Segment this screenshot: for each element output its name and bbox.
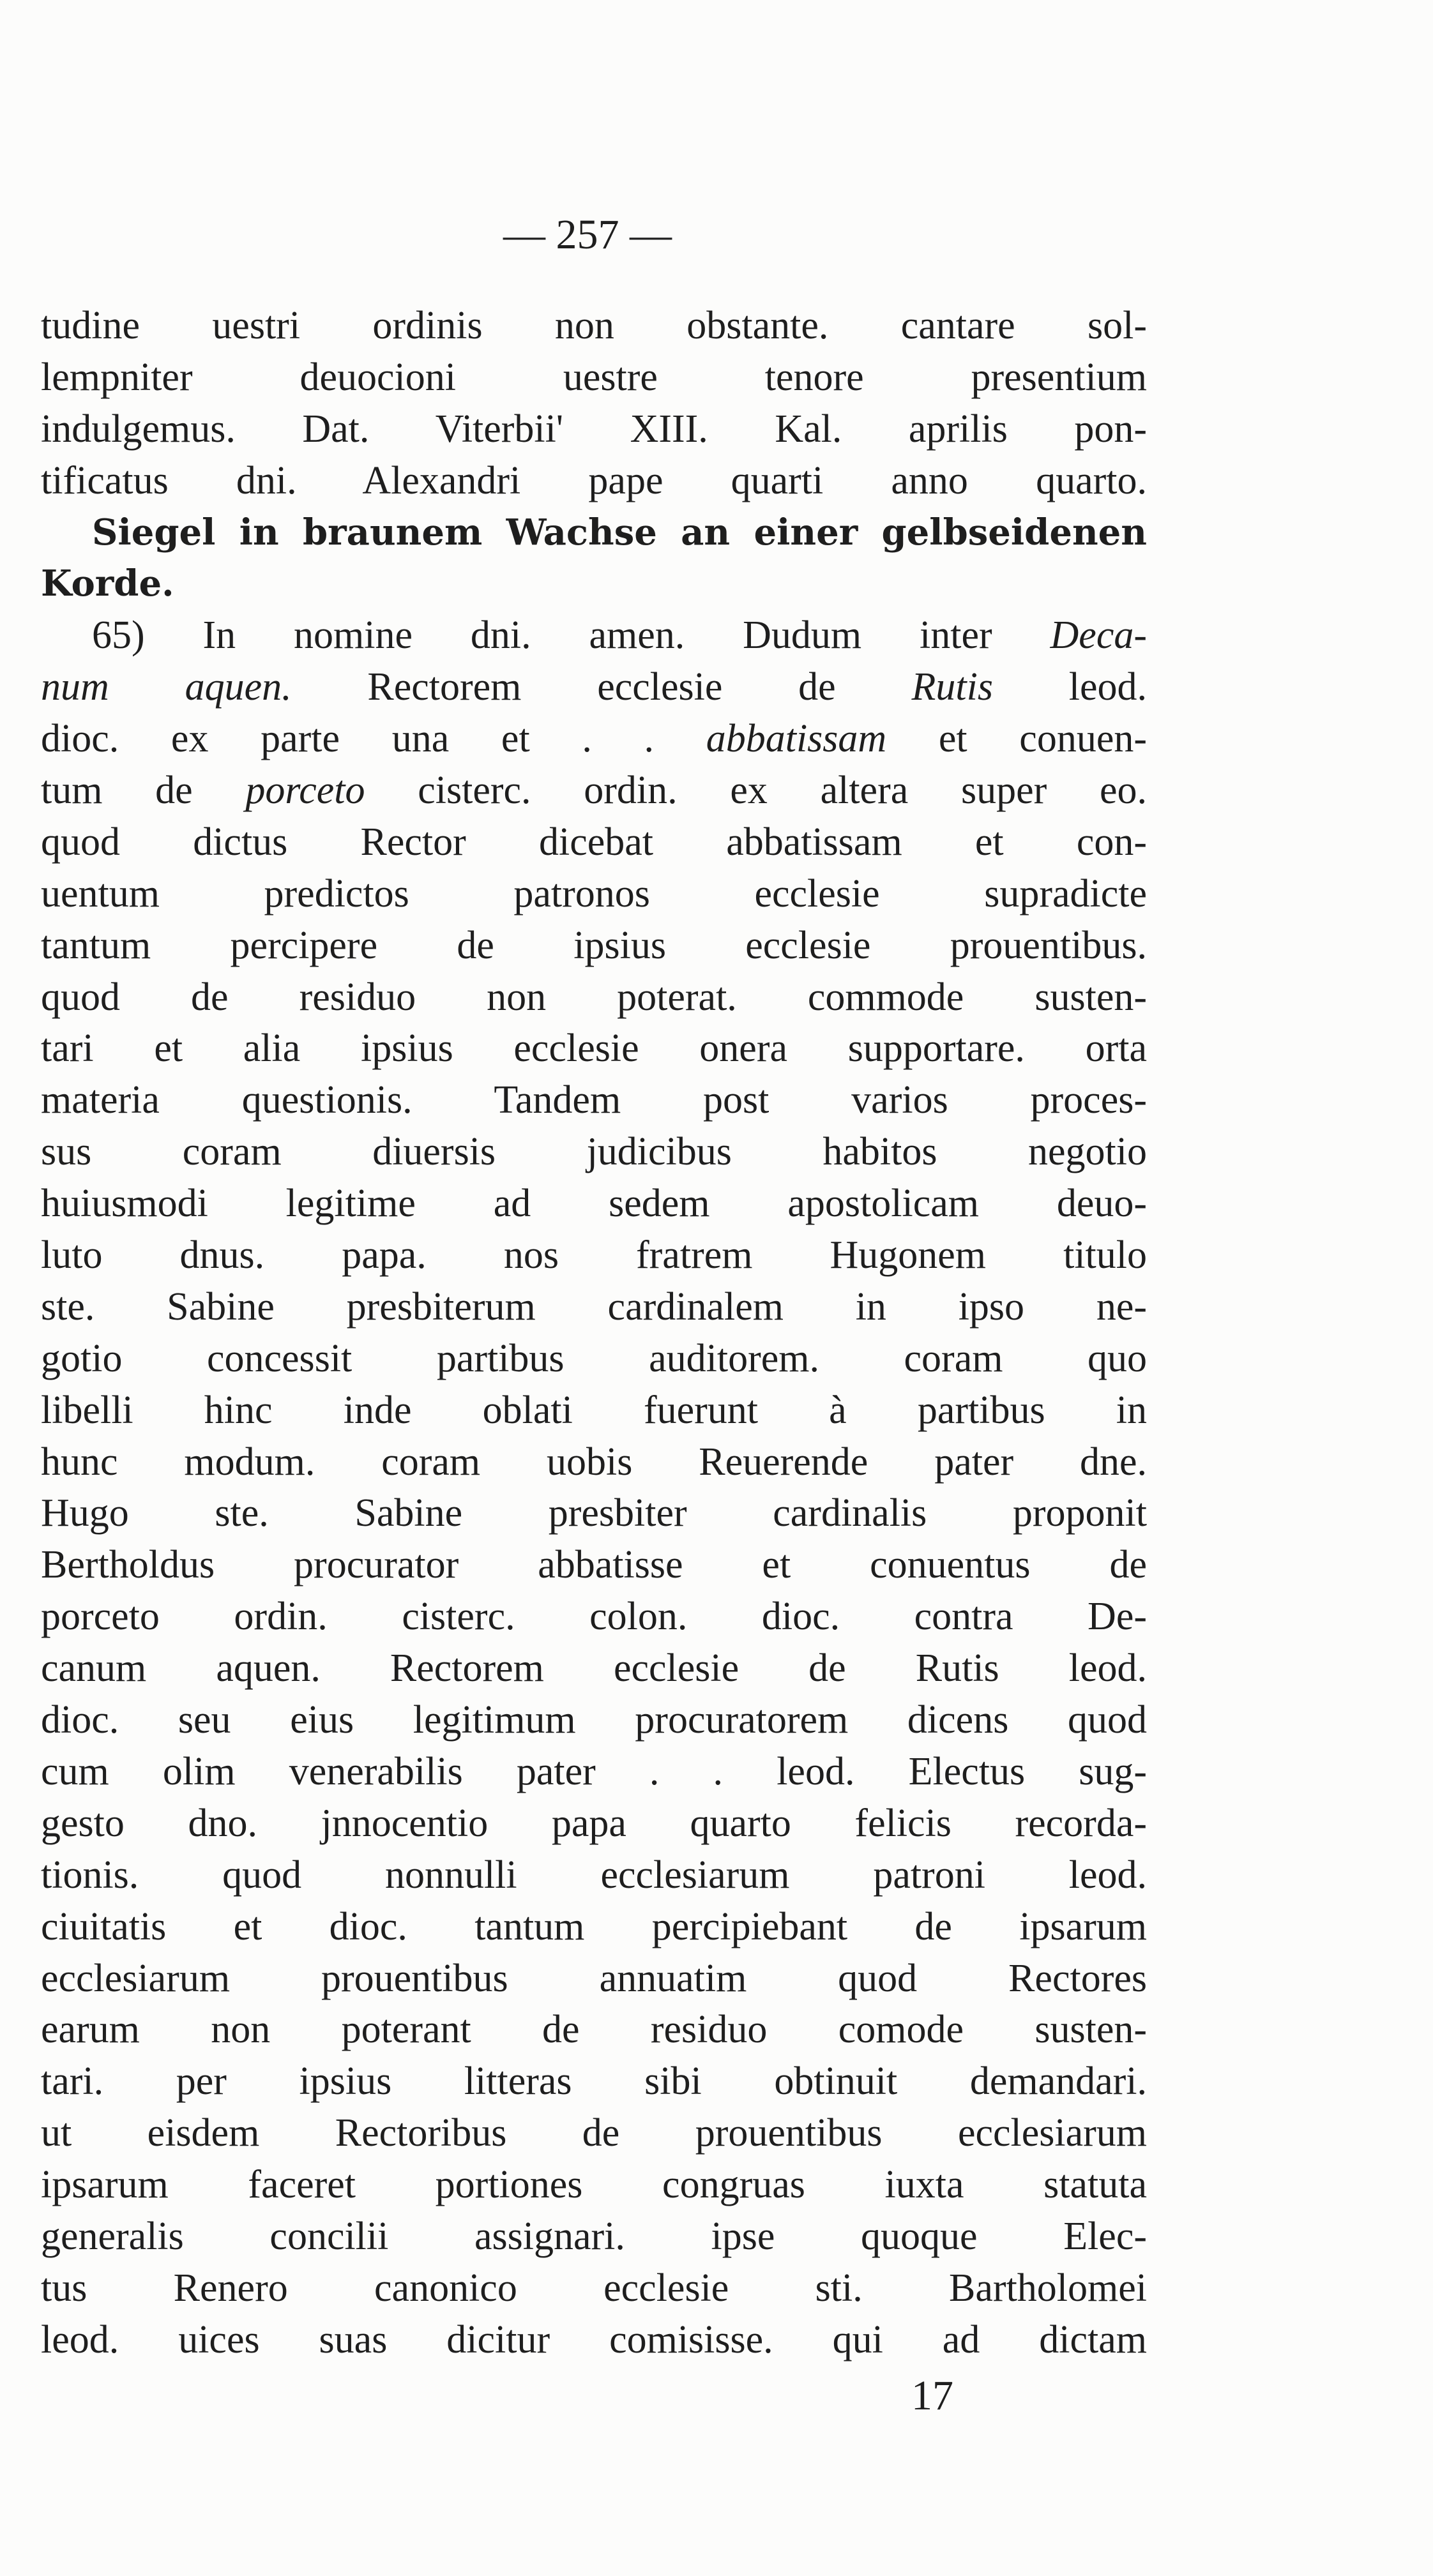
text-segment: tificatus dni. Alexandri pape quarti anno quarto. — [41, 458, 1147, 502]
signature-mark: 17 — [911, 2372, 953, 2419]
text-line — [41, 1849, 1147, 1901]
text-line — [41, 1694, 1147, 1746]
text-segment: tantum percipere de ipsius ecclesie prouentibus. — [41, 923, 1147, 967]
text-segment: huiusmodi legitime ad sedem apostolicam deuo- — [41, 1182, 1147, 1226]
text-line — [41, 1023, 1147, 1074]
text-segment: tionis. quod nonnulli ecclesiarum patroni leod. — [41, 1853, 1147, 1897]
body-text — [41, 300, 1147, 2366]
text-segment: Korde. — [41, 562, 174, 605]
text-segment: ste. Sabine presbiterum cardinalem in ipso ne- — [41, 1284, 1147, 1329]
text-line — [41, 765, 1147, 817]
text-segment: porceto ordin. cisterc. colon. dioc. contra De- — [41, 1595, 1147, 1639]
text-segment: dioc. seu eius legitimum procuratorem dicens quod — [41, 1698, 1147, 1742]
text-line — [41, 920, 1147, 972]
text-line — [41, 1178, 1147, 1230]
text-segment: ecclesiarum prouentibus annuatim quod Rectores — [41, 1956, 1147, 2000]
text-line — [41, 1385, 1147, 1436]
text-line — [41, 1074, 1147, 1126]
text-line — [41, 2107, 1147, 2159]
text-line — [41, 1901, 1147, 1953]
text-line — [41, 713, 1147, 765]
italic-segment: Rutis — [911, 665, 993, 709]
italic-segment: Deca- — [1050, 614, 1147, 658]
text-line — [41, 300, 1147, 352]
text-segment: leod. — [992, 665, 1147, 709]
text-segment: tus Renero canonico ecclesie sti. Bartholomei — [41, 2266, 1147, 2310]
text-line — [41, 1746, 1147, 1798]
seal-note-line — [41, 507, 1147, 559]
text-line — [41, 1230, 1147, 1281]
text-segment: generalis concilii assignari. ipse quoque Elec- — [41, 2214, 1147, 2258]
text-segment: earum non poterant de residuo comode susten- — [41, 2008, 1147, 2052]
text-line — [41, 2056, 1147, 2107]
text-line — [41, 610, 1147, 661]
text-line — [41, 1643, 1147, 1694]
text-segment: sus coram diuersis judicibus habitos negotio — [41, 1130, 1147, 1174]
text-segment: cum olim venerabilis pater . . leod. Electus sug- — [41, 1749, 1147, 1793]
italic-segment: abbatissam — [706, 717, 887, 761]
text-segment: Siegel in braunem Wachse an einer gelbseidenen — [92, 511, 1147, 554]
text-segment: tum de — [41, 769, 246, 813]
text-segment: materia questionis. Tandem post varios proces- — [41, 1078, 1147, 1122]
text-segment: luto dnus. papa. nos fratrem Hugonem titulo — [41, 1233, 1147, 1277]
seal-note-line — [41, 558, 1147, 610]
page-number-header: — 257 — — [503, 211, 672, 258]
text-segment: uentum predictos patronos ecclesie supradicte — [41, 871, 1147, 915]
text-line — [41, 2004, 1147, 2056]
text-line — [41, 972, 1147, 1023]
text-segment: Hugo ste. Sabine presbiter cardinalis proponit — [41, 1491, 1147, 1535]
text-segment: hunc modum. coram uobis Reuerende pater dne. — [41, 1440, 1147, 1484]
text-line — [41, 1281, 1147, 1333]
text-segment: ciuitatis et dioc. tantum percipiebant de ipsarum — [41, 1904, 1147, 1948]
text-segment: lempniter deuocioni uestre tenore presentium — [41, 355, 1147, 399]
text-line — [41, 2159, 1147, 2211]
text-line — [41, 2314, 1147, 2366]
text-segment: gotio concessit partibus auditorem. coram quo — [41, 1336, 1147, 1380]
text-line — [41, 661, 1147, 713]
text-line — [41, 455, 1147, 507]
text-segment: quod dictus Rector dicebat abbatissam et con- — [41, 820, 1147, 864]
text-segment: et conuen- — [886, 717, 1147, 761]
text-line — [41, 1488, 1147, 1539]
italic-segment: porceto — [245, 769, 365, 813]
text-segment: tari. per ipsius litteras sibi obtinuit demandari. — [41, 2060, 1147, 2104]
text-segment: tari et alia ipsius ecclesie onera supportare. orta — [41, 1027, 1147, 1071]
text-line — [41, 403, 1147, 455]
text-segment: ut eisdem Rectoribus de prouentibus ecclesiarum — [41, 2111, 1147, 2155]
text-line — [41, 1333, 1147, 1385]
text-line — [41, 1953, 1147, 2005]
text-line — [41, 1539, 1147, 1591]
text-line — [41, 2263, 1147, 2314]
text-line — [41, 352, 1147, 403]
text-segment: Rectorem ecclesie de — [291, 665, 912, 709]
text-line — [41, 1591, 1147, 1643]
text-line — [41, 1126, 1147, 1178]
text-segment: 65) In nomine dni. amen. Dudum inter — [92, 614, 1050, 658]
text-line — [41, 1798, 1147, 1849]
text-segment: cisterc. ordin. ex altera super eo. — [365, 769, 1147, 813]
text-line — [41, 2211, 1147, 2263]
text-line — [41, 1436, 1147, 1488]
text-segment: quod de residuo non poterat. commode susten- — [41, 975, 1147, 1019]
text-segment: dioc. ex parte una et . . — [41, 717, 706, 761]
text-segment: ipsarum faceret portiones congruas iuxta statuta — [41, 2163, 1147, 2207]
text-segment: indulgemus. Dat. Viterbii' XIII. Kal. aprilis pon- — [41, 407, 1147, 451]
text-segment: canum aquen. Rectorem ecclesie de Rutis leod. — [41, 1646, 1147, 1691]
text-segment: tudine uestri ordinis non obstante. cantare sol- — [41, 304, 1147, 347]
italic-segment: num aquen. — [41, 665, 292, 709]
text-segment: leod. uices suas dicitur comisisse. qui ad dictam — [41, 2317, 1147, 2361]
text-segment: Bertholdus procurator abbatisse et conuentus de — [41, 1543, 1147, 1587]
text-line — [41, 817, 1147, 868]
text-segment: gesto dno. jnnocentio papa quarto felicis recorda- — [41, 1801, 1147, 1845]
text-line — [41, 868, 1147, 920]
text-segment: libelli hinc inde oblati fuerunt à partibus in — [41, 1388, 1147, 1432]
